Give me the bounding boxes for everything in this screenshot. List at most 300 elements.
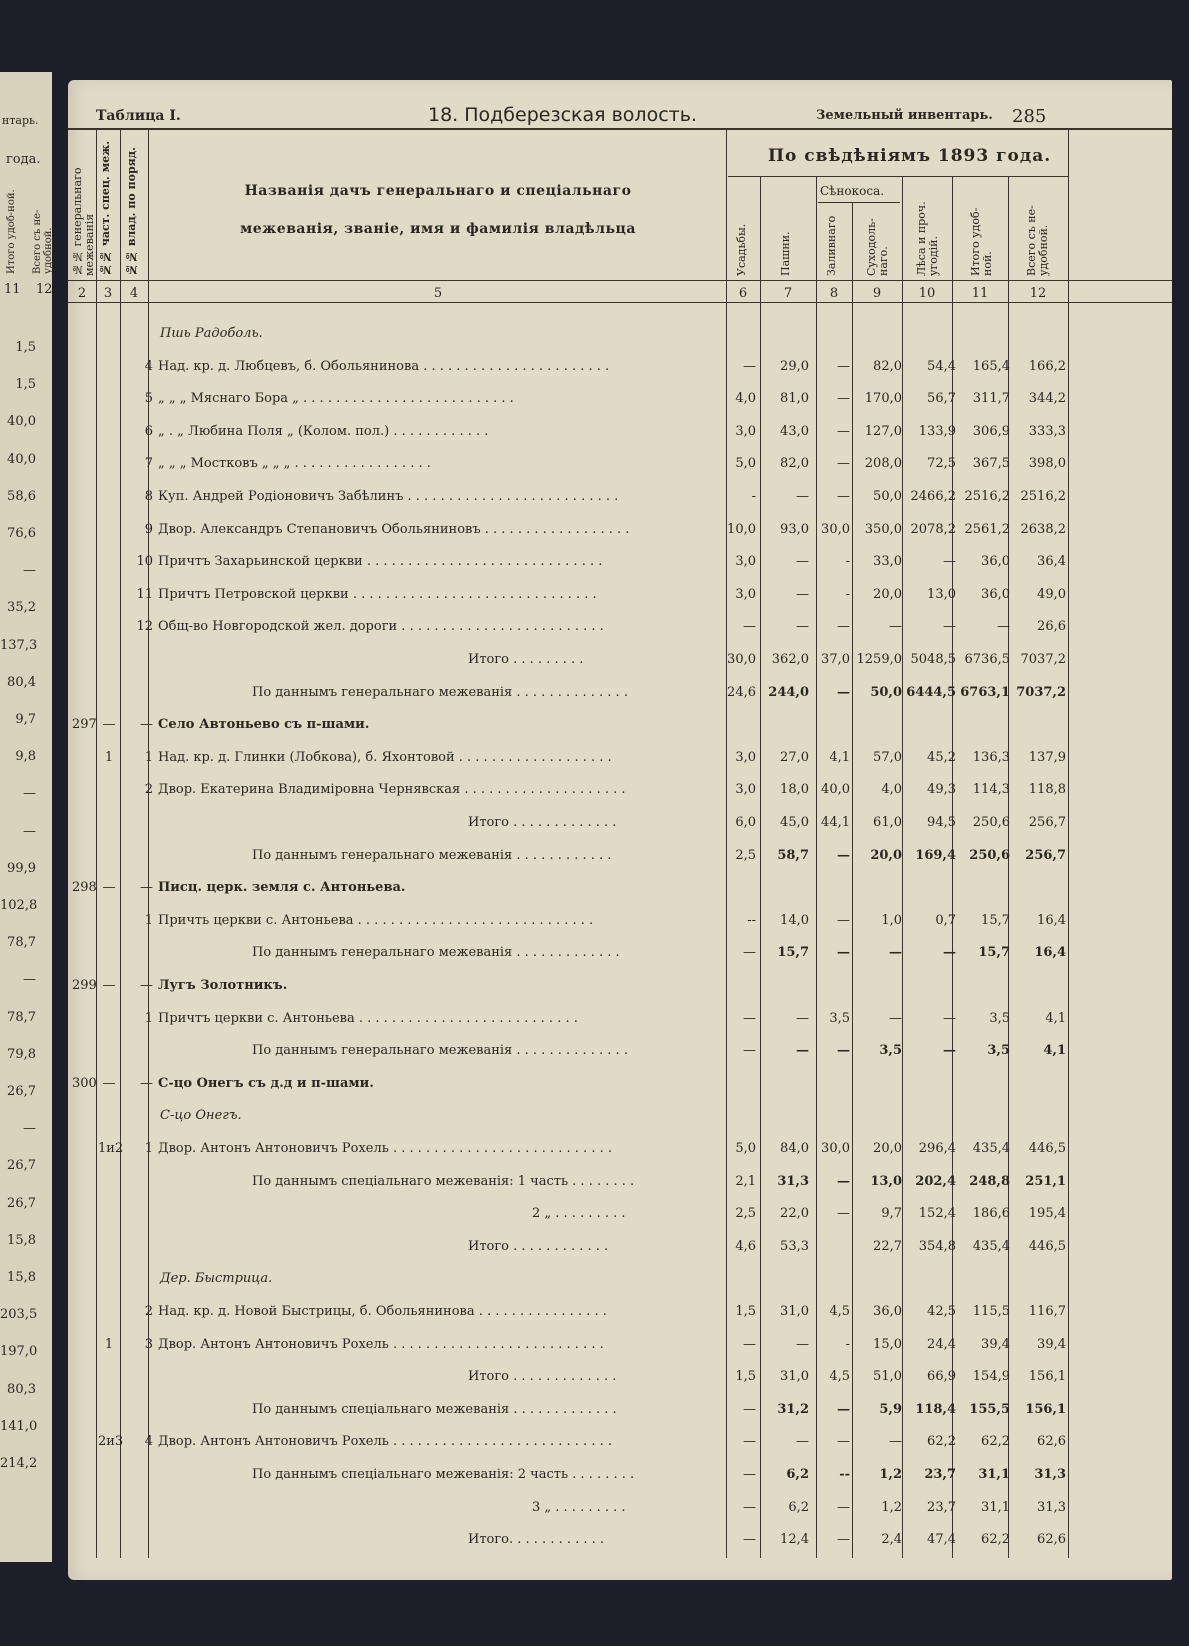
- page-title: 18. Подберезская волость.: [428, 104, 697, 126]
- table-row: [68, 913, 1172, 937]
- cell-value: 4,5: [829, 1369, 850, 1384]
- row-label: Итого . . . . . . . . .: [468, 652, 584, 667]
- cell-value: -: [845, 1337, 850, 1352]
- left-page-value: 141,0: [0, 1419, 38, 1434]
- row-label: По даннымъ генеральнаго межеванія . . . . . . . . . . . . . .: [252, 1043, 628, 1058]
- cell-value: —: [837, 685, 850, 700]
- cell-value: 50,0: [873, 489, 902, 504]
- cell-value: 166,2: [1028, 359, 1066, 374]
- cell-value: 250,6: [969, 848, 1010, 863]
- cell-value: —: [837, 1500, 850, 1515]
- col-header-pashni: Пашни.: [779, 231, 792, 276]
- left-page-value: 9,7: [15, 712, 36, 727]
- cell-value: 248,8: [969, 1174, 1010, 1189]
- col-header-forest: Лѣса и проч. угодій.: [915, 201, 940, 276]
- left-page-col-num: 12: [36, 282, 53, 297]
- row-label: Итого . . . . . . . . . . . . .: [468, 815, 617, 830]
- cell-value: —: [943, 554, 956, 569]
- cell-value: 82,0: [780, 456, 809, 471]
- cell-value: 3,5: [879, 1043, 902, 1058]
- cell-value: 367,5: [972, 456, 1010, 471]
- header-rule: [68, 128, 1172, 130]
- left-page-value: 214,2: [0, 1456, 38, 1471]
- row-label: По даннымъ спеціальнаго межеванія: 2 часть . . . . . . . .: [252, 1467, 635, 1482]
- col-header-flooded: Заливнаго: [825, 215, 838, 276]
- row-label: Писц. церк. земля с. Антоньева.: [158, 880, 406, 895]
- cell-value: 31,3: [1034, 1467, 1066, 1482]
- cell-value: 81,0: [780, 391, 809, 406]
- cell-value: 208,0: [864, 456, 902, 471]
- table-row: [68, 685, 1172, 709]
- owner-name: Над. кр. д. Любцевъ, б. Обольянинова . . . . . . . . . . . . . . . . . . . . . . .: [158, 359, 610, 374]
- table-row: [68, 1500, 1172, 1524]
- cell-value: 354,8: [918, 1239, 956, 1254]
- cell-value: 195,4: [1028, 1206, 1066, 1221]
- cell-value: —: [743, 1402, 756, 1417]
- cell-value: 4,1: [1045, 1011, 1066, 1026]
- general-survey-no: 297: [72, 717, 97, 732]
- owner-no: 4: [144, 359, 153, 374]
- col-number: 12: [1029, 286, 1047, 301]
- table-row: [68, 1337, 1172, 1361]
- cell-value: 311,7: [972, 391, 1010, 406]
- cell-value: 23,7: [927, 1500, 956, 1515]
- cell-value: —: [837, 489, 850, 504]
- column-header-rule: [68, 280, 1172, 281]
- cell-value: 36,0: [981, 554, 1010, 569]
- table-row: [68, 1239, 1172, 1263]
- col-header-name: Названія дачъ генеральнаго и спеціальнаго межеванія, званіе, имя и фамилія владѣльца: [240, 183, 636, 237]
- cell-value: 156,1: [1028, 1369, 1066, 1384]
- cell-value: 5,9: [879, 1402, 902, 1417]
- cell-value: 51,0: [873, 1369, 902, 1384]
- cell-value: 6,2: [788, 1500, 809, 1515]
- cell-value: 16,4: [1034, 945, 1066, 960]
- cell-value: 186,6: [972, 1206, 1010, 1221]
- cell-value: 15,0: [873, 1337, 902, 1352]
- cell-value: 133,9: [918, 424, 956, 439]
- cell-value: 3,0: [735, 424, 756, 439]
- left-page-value: 79,8: [7, 1047, 36, 1062]
- cell-value: —: [743, 1532, 756, 1547]
- table-row: [68, 717, 1172, 741]
- cell-value: —: [796, 587, 809, 602]
- owner-name: Над. кр. д. Глинки (Лобкова), б. Яхонтовой . . . . . . . . . . . . . . . . . . .: [158, 750, 612, 765]
- cell-value: 118,8: [1028, 782, 1066, 797]
- cell-value: 2638,2: [1020, 522, 1066, 537]
- cell-value: 39,4: [981, 1337, 1010, 1352]
- cell-value: —: [743, 619, 756, 634]
- cell-value: 22,0: [780, 1206, 809, 1221]
- col-header-usadby: Усадьбы.: [735, 223, 748, 276]
- cell-value: —: [837, 619, 850, 634]
- cell-value: 7037,2: [1020, 652, 1066, 667]
- cell-value: 30,0: [821, 522, 850, 537]
- col-number: 4: [129, 286, 139, 301]
- table-row: [68, 391, 1172, 415]
- cell-value: 3,0: [735, 587, 756, 602]
- cell-value: —: [796, 1043, 809, 1058]
- cell-value: —: [837, 1206, 850, 1221]
- left-page-value: —: [23, 824, 36, 839]
- owner-name: Причтъ Петровской церкви . . . . . . . . . . . . . . . . . . . . . . . . . . . . . .: [158, 587, 597, 602]
- cell-value: 1,5: [735, 1369, 756, 1384]
- cell-value: 56,7: [927, 391, 956, 406]
- cell-value: 350,0: [864, 522, 902, 537]
- cell-value: —: [889, 1011, 902, 1026]
- cell-value: 136,3: [972, 750, 1010, 765]
- table-row: [68, 1141, 1172, 1165]
- left-page-value: 203,5: [0, 1307, 38, 1322]
- row-label: С-цо Онегъ.: [160, 1108, 242, 1123]
- left-page-value: 102,8: [0, 898, 38, 913]
- cell-value: 4,1: [829, 750, 850, 765]
- table-row: [68, 1369, 1172, 1393]
- left-page-value: —: [23, 563, 36, 578]
- cell-value: 31,3: [1037, 1500, 1066, 1515]
- cell-value: 22,7: [873, 1239, 902, 1254]
- cell-value: 4,1: [1043, 1043, 1066, 1058]
- row-label: По даннымъ генеральнаго межеванія . . . . . . . . . . . . .: [252, 945, 620, 960]
- special-survey-part: —: [102, 978, 116, 993]
- cell-value: 256,7: [1025, 848, 1066, 863]
- cell-value: 5048,5: [910, 652, 956, 667]
- cell-value: 18,0: [780, 782, 809, 797]
- left-page-value: 9,8: [15, 749, 36, 764]
- cell-value: 10,0: [727, 522, 756, 537]
- cell-value: 1259,0: [856, 652, 902, 667]
- cell-value: —: [837, 913, 850, 928]
- cell-value: 127,0: [864, 424, 902, 439]
- cell-value: 20,0: [873, 587, 902, 602]
- cell-value: 84,0: [780, 1141, 809, 1156]
- cell-value: 62,2: [981, 1532, 1010, 1547]
- col-number: 9: [872, 286, 882, 301]
- col-number: 11: [971, 286, 989, 301]
- table-row: [68, 554, 1172, 578]
- left-page-value: 80,3: [7, 1382, 36, 1397]
- cell-value: 435,4: [972, 1141, 1010, 1156]
- table-row: [68, 750, 1172, 774]
- cell-value: —: [943, 945, 956, 960]
- cell-value: 30,0: [727, 652, 756, 667]
- table-row: [68, 1467, 1172, 1491]
- cell-value: 251,1: [1025, 1174, 1066, 1189]
- cell-value: 250,6: [972, 815, 1010, 830]
- cell-value: 3,5: [829, 1011, 850, 1026]
- left-page-value: 1,5: [15, 340, 36, 355]
- cell-value: 333,3: [1028, 424, 1066, 439]
- col-number: 3: [103, 286, 113, 301]
- cell-value: 118,4: [915, 1402, 956, 1417]
- cell-value: 36,0: [873, 1304, 902, 1319]
- left-page-value: —: [23, 786, 36, 801]
- owner-no: 4: [144, 1434, 153, 1449]
- row-label: 3 „ . . . . . . . . .: [532, 1500, 626, 1515]
- cell-value: 202,4: [915, 1174, 956, 1189]
- owner-no: 1: [144, 1141, 153, 1156]
- row-label: Итого. . . . . . . . . . . .: [468, 1532, 605, 1547]
- cell-value: 244,0: [768, 685, 809, 700]
- cell-value: 29,0: [780, 359, 809, 374]
- left-page-value: 35,2: [7, 600, 36, 615]
- left-page-value: 26,7: [7, 1084, 36, 1099]
- cell-value: 6736,5: [964, 652, 1010, 667]
- cell-value: 12,4: [780, 1532, 809, 1547]
- cell-value: 2,4: [881, 1532, 902, 1547]
- special-survey-part: —: [102, 880, 116, 895]
- row-label: Село Автоньево съ п-шами.: [158, 717, 370, 732]
- col-header-hay-group: Сѣнокоса.: [820, 184, 885, 198]
- cell-value: 40,0: [821, 782, 850, 797]
- table-row: [68, 945, 1172, 969]
- cell-value: 30,0: [821, 1141, 850, 1156]
- cell-value: -: [751, 489, 756, 504]
- cell-value: 0,7: [935, 913, 956, 928]
- table-row: [68, 326, 1172, 350]
- cell-value: 61,0: [873, 815, 902, 830]
- owner-no: 8: [144, 489, 153, 504]
- cell-value: 37,0: [821, 652, 850, 667]
- table-row: [68, 587, 1172, 611]
- cell-value: 23,7: [924, 1467, 956, 1482]
- cell-value: 1,2: [879, 1467, 902, 1482]
- cell-value: 36,4: [1037, 554, 1066, 569]
- cell-value: 33,0: [873, 554, 902, 569]
- cell-value: 435,4: [972, 1239, 1010, 1254]
- cell-value: 6,2: [786, 1467, 809, 1482]
- table-row: [68, 1174, 1172, 1198]
- owner-no: —: [140, 978, 153, 993]
- cell-value: 156,1: [1025, 1402, 1066, 1417]
- left-page-value: 137,3: [0, 638, 38, 653]
- special-survey-part: —: [102, 1076, 116, 1091]
- cell-value: 3,0: [735, 782, 756, 797]
- row-label: Итого . . . . . . . . . . . . .: [468, 1369, 617, 1384]
- cell-value: 6,0: [735, 815, 756, 830]
- column-number-rule: [68, 302, 1172, 303]
- cell-value: —: [943, 1011, 956, 1026]
- cell-value: 7037,2: [1016, 685, 1066, 700]
- row-label: По даннымъ генеральнаго межеванія . . . . . . . . . . . . . .: [252, 685, 628, 700]
- section-title: Земельный инвентарь.: [816, 108, 993, 123]
- cell-value: —: [943, 619, 956, 634]
- cell-value: 3,5: [987, 1043, 1010, 1058]
- cell-value: 306,9: [972, 424, 1010, 439]
- cell-value: —: [889, 945, 902, 960]
- row-label: По даннымъ генеральнаго межеванія . . . . . . . . . . . .: [252, 848, 612, 863]
- page-number: 285: [1012, 106, 1047, 127]
- cell-value: 26,6: [1037, 619, 1066, 634]
- cell-value: 39,4: [1037, 1337, 1066, 1352]
- cell-value: 15,7: [978, 945, 1010, 960]
- cell-value: —: [837, 456, 850, 471]
- owner-no: 1: [144, 1011, 153, 1026]
- cell-value: 62,6: [1037, 1434, 1066, 1449]
- cell-value: —: [889, 619, 902, 634]
- owner-name: Над. кр. д. Новой Быстрицы, б. Обольянинова . . . . . . . . . . . . . . . .: [158, 1304, 607, 1319]
- cell-value: —: [943, 1043, 956, 1058]
- cell-value: 44,1: [821, 815, 850, 830]
- cell-value: —: [837, 391, 850, 406]
- general-survey-no: 300: [72, 1076, 97, 1091]
- cell-value: 5,0: [735, 1141, 756, 1156]
- col-number: 7: [783, 286, 793, 301]
- cell-value: —: [743, 1500, 756, 1515]
- cell-value: 24,6: [727, 685, 756, 700]
- cell-value: 3,0: [735, 554, 756, 569]
- cell-value: 115,5: [972, 1304, 1010, 1319]
- cell-value: -: [845, 587, 850, 602]
- left-page-edge: [0, 72, 52, 1562]
- cell-value: —: [743, 1011, 756, 1026]
- owner-name: „ . „ Любина Поля „ (Колом. пол.) . . . . . . . . . . . .: [158, 424, 489, 439]
- owner-no: 7: [144, 456, 153, 471]
- owner-name: Двор. Антонъ Антоновичъ Рохель . . . . . . . . . . . . . . . . . . . . . . . . . . .: [158, 1434, 612, 1449]
- cell-value: 6763,1: [960, 685, 1010, 700]
- owner-name: Причтъ церкви с. Антоньева . . . . . . . . . . . . . . . . . . . . . . . . . . .: [158, 1011, 578, 1026]
- cell-value: 54,4: [927, 359, 956, 374]
- col-header-dry: Суходоль-наго.: [865, 218, 890, 276]
- cell-value: 14,0: [780, 913, 809, 928]
- cell-value: 2516,2: [1020, 489, 1066, 504]
- cell-value: 9,7: [881, 1206, 902, 1221]
- cell-value: 2078,2: [910, 522, 956, 537]
- cell-value: 94,5: [927, 815, 956, 830]
- cell-value: 31,0: [780, 1304, 809, 1319]
- cell-value: 154,9: [972, 1369, 1010, 1384]
- owner-name: Двор. Антонъ Антоновичъ Рохель . . . . . . . . . . . . . . . . . . . . . . . . . .: [158, 1337, 604, 1352]
- left-page-value: 15,8: [7, 1233, 36, 1248]
- cell-value: 15,7: [777, 945, 809, 960]
- table-row: [68, 424, 1172, 448]
- cell-value: -: [845, 554, 850, 569]
- cell-value: 45,2: [927, 750, 956, 765]
- owner-no: 2: [144, 1304, 153, 1319]
- cell-value: —: [837, 1043, 850, 1058]
- cell-value: 62,2: [927, 1434, 956, 1449]
- cell-value: 114,3: [972, 782, 1010, 797]
- table-row: [68, 1011, 1172, 1035]
- cell-value: —: [743, 1337, 756, 1352]
- cell-value: 31,3: [777, 1174, 809, 1189]
- cell-value: —: [837, 1532, 850, 1547]
- owner-no: —: [140, 1076, 153, 1091]
- cell-value: 42,5: [927, 1304, 956, 1319]
- left-page-value: 197,0: [0, 1344, 38, 1359]
- cell-value: 2,5: [735, 1206, 756, 1221]
- row-label: По даннымъ спеціальнаго межеванія . . . . . . . . . . . . .: [252, 1402, 617, 1417]
- cell-value: 446,5: [1028, 1239, 1066, 1254]
- cell-value: —: [743, 945, 756, 960]
- table-row: [68, 815, 1172, 839]
- table-page: [68, 80, 1172, 1580]
- hay-group-rule: [818, 202, 900, 203]
- cell-value: 27,0: [780, 750, 809, 765]
- cell-value: 50,0: [870, 685, 902, 700]
- cell-value: —: [743, 1043, 756, 1058]
- table-row: [68, 489, 1172, 513]
- group-rule: [728, 176, 1068, 177]
- col-group-title: По свѣдѣніямъ 1893 года.: [768, 146, 1052, 166]
- cell-value: 4,5: [829, 1304, 850, 1319]
- cell-value: 398,0: [1028, 456, 1066, 471]
- cell-value: 296,4: [918, 1141, 956, 1156]
- cell-value: —: [837, 1402, 850, 1417]
- owner-name: Двор. Александръ Степановичъ Обольяниновъ . . . . . . . . . . . . . . . . . .: [158, 522, 630, 537]
- owner-name: Причть церкви с. Антоньева . . . . . . . . . . . . . . . . . . . . . . . . . . . . .: [158, 913, 594, 928]
- owner-no: 11: [136, 587, 153, 602]
- col-number: 5: [433, 286, 443, 301]
- cell-value: 93,0: [780, 522, 809, 537]
- cell-value: —: [837, 1174, 850, 1189]
- col-header-special-part: №№ част. спец. меж.: [99, 140, 112, 276]
- owner-no: —: [140, 880, 153, 895]
- cell-value: 58,7: [777, 848, 809, 863]
- owner-name: Двор. Антонъ Антоновичъ Рохель . . . . . . . . . . . . . . . . . . . . . . . . . . .: [158, 1141, 612, 1156]
- owner-no: 5: [144, 391, 153, 406]
- cell-value: —: [743, 1434, 756, 1449]
- cell-value: 344,2: [1028, 391, 1066, 406]
- col-header-arable-total: Итого удоб-ной.: [969, 207, 994, 276]
- left-page-year-fragment: года.: [6, 152, 41, 167]
- owner-name: Двор. Екатерина Владиміровна Чернявская . . . . . . . . . . . . . . . . . . . .: [158, 782, 626, 797]
- left-page-value: 26,7: [7, 1196, 36, 1211]
- cell-value: —: [997, 619, 1010, 634]
- row-label: Пшь Радоболь.: [160, 326, 263, 341]
- cell-value: 137,9: [1028, 750, 1066, 765]
- left-page-value: 40,0: [7, 414, 36, 429]
- left-page-value: 15,8: [7, 1270, 36, 1285]
- table-row: [68, 978, 1172, 1002]
- col-header-general-no: №№ генеральнаго межеванія: [71, 167, 96, 276]
- table-row: [68, 619, 1172, 643]
- cell-value: —: [837, 1434, 850, 1449]
- special-survey-part: 1: [104, 750, 114, 765]
- row-label: Дер. Быстрица.: [160, 1271, 273, 1286]
- owner-name: Куп. Андрей Родіоновичъ Забѣлинъ . . . . . . . . . . . . . . . . . . . . . . . . . .: [158, 489, 619, 504]
- owner-name: Причтъ Захарьинской церкви . . . . . . . . . . . . . . . . . . . . . . . . . . . . .: [158, 554, 603, 569]
- cell-value: 3,0: [735, 750, 756, 765]
- cell-value: 57,0: [873, 750, 902, 765]
- general-survey-no: 298: [72, 880, 97, 895]
- cell-value: —: [889, 1434, 902, 1449]
- cell-value: 24,4: [927, 1337, 956, 1352]
- col-header-owner-no: №№ влад. по поряд.: [125, 147, 138, 276]
- cell-value: 62,6: [1037, 1532, 1066, 1547]
- left-page-col-header-1: Итого удоб-ной.: [6, 189, 17, 274]
- cell-value: 1,0: [881, 913, 902, 928]
- left-page-value: 78,7: [7, 935, 36, 950]
- cell-value: —: [743, 359, 756, 374]
- cell-value: 31,1: [981, 1500, 1010, 1515]
- cell-value: 6444,5: [906, 685, 956, 700]
- left-page-col-num: 11: [4, 282, 21, 297]
- cell-value: 165,4: [972, 359, 1010, 374]
- col-number: 6: [738, 286, 748, 301]
- cell-value: —: [837, 848, 850, 863]
- table-row: [68, 880, 1172, 904]
- cell-value: 169,4: [915, 848, 956, 863]
- special-survey-part: —: [102, 717, 116, 732]
- table-row: [68, 456, 1172, 480]
- special-survey-part: 1: [104, 1337, 114, 1352]
- cell-value: 170,0: [864, 391, 902, 406]
- cell-value: 49,3: [927, 782, 956, 797]
- col-number: 2: [77, 286, 87, 301]
- cell-value: —: [796, 1337, 809, 1352]
- cell-value: 72,5: [927, 456, 956, 471]
